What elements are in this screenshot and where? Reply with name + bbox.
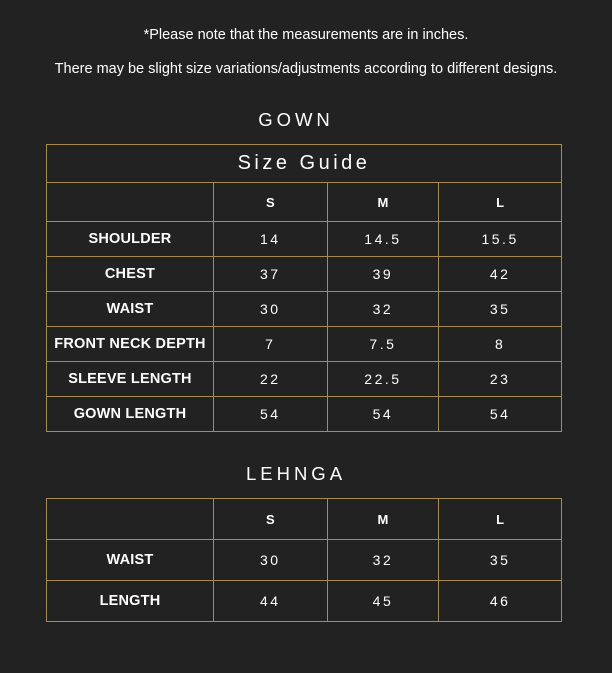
table-row [47, 327, 562, 362]
size-header-m: M [327, 499, 439, 540]
value-cell: 7 [213, 327, 327, 362]
measurement-note: *Please note that the measurements are in inches. [143, 27, 469, 43]
value-cell: 39 [327, 257, 439, 292]
gown-size-table [46, 144, 562, 432]
value-cell: 32 [327, 540, 439, 581]
value-cell: 22 [213, 362, 327, 397]
value-cell: 44 [213, 581, 327, 622]
value-cell: 8 [439, 327, 562, 362]
size-header-m: M [327, 183, 439, 222]
value-cell: 30 [213, 292, 327, 327]
empty-header-cell [47, 499, 214, 540]
table-row [47, 222, 562, 257]
table-row [47, 397, 562, 432]
gown-section-title: GOWN [258, 109, 334, 130]
value-cell: 22.5 [327, 362, 439, 397]
value-cell: 14 [213, 222, 327, 257]
size-guide-heading: Size Guide [47, 145, 562, 183]
value-cell: 7.5 [327, 327, 439, 362]
table-row [47, 362, 562, 397]
value-cell: 54 [439, 397, 562, 432]
lehnga-section-title: LEHNGA [245, 463, 347, 484]
row-label-sleeve-length: SLEEVE LENGTH [47, 362, 214, 397]
value-cell: 54 [327, 397, 439, 432]
size-header-s: S [213, 499, 327, 540]
value-cell: 46 [439, 581, 562, 622]
table-row [47, 581, 562, 622]
table-row [47, 292, 562, 327]
row-label-gown-length: GOWN LENGTH [47, 397, 214, 432]
row-label-chest: CHEST [47, 257, 214, 292]
value-cell: 14.5 [327, 222, 439, 257]
size-header-l: L [439, 183, 562, 222]
row-label-length: LENGTH [47, 581, 214, 622]
row-label-waist: WAIST [47, 540, 214, 581]
value-cell: 30 [213, 540, 327, 581]
table-row [47, 257, 562, 292]
value-cell: 35 [439, 292, 562, 327]
row-label-front-neck-depth: FRONT NECK DEPTH [47, 327, 214, 362]
empty-header-cell [47, 183, 214, 222]
value-cell: 42 [439, 257, 562, 292]
row-label-waist: WAIST [47, 292, 214, 327]
value-cell: 15.5 [439, 222, 562, 257]
lehnga-size-table [46, 498, 562, 622]
value-cell: 23 [439, 362, 562, 397]
size-header-l: L [439, 499, 562, 540]
value-cell: 45 [327, 581, 439, 622]
value-cell: 37 [213, 257, 327, 292]
size-header-s: S [213, 183, 327, 222]
table-row [47, 540, 562, 581]
value-cell: 32 [327, 292, 439, 327]
value-cell: 35 [439, 540, 562, 581]
row-label-shoulder: SHOULDER [47, 222, 214, 257]
value-cell: 54 [213, 397, 327, 432]
size-variation-note: There may be slight size variations/adjustments according to different designs. [54, 61, 558, 77]
